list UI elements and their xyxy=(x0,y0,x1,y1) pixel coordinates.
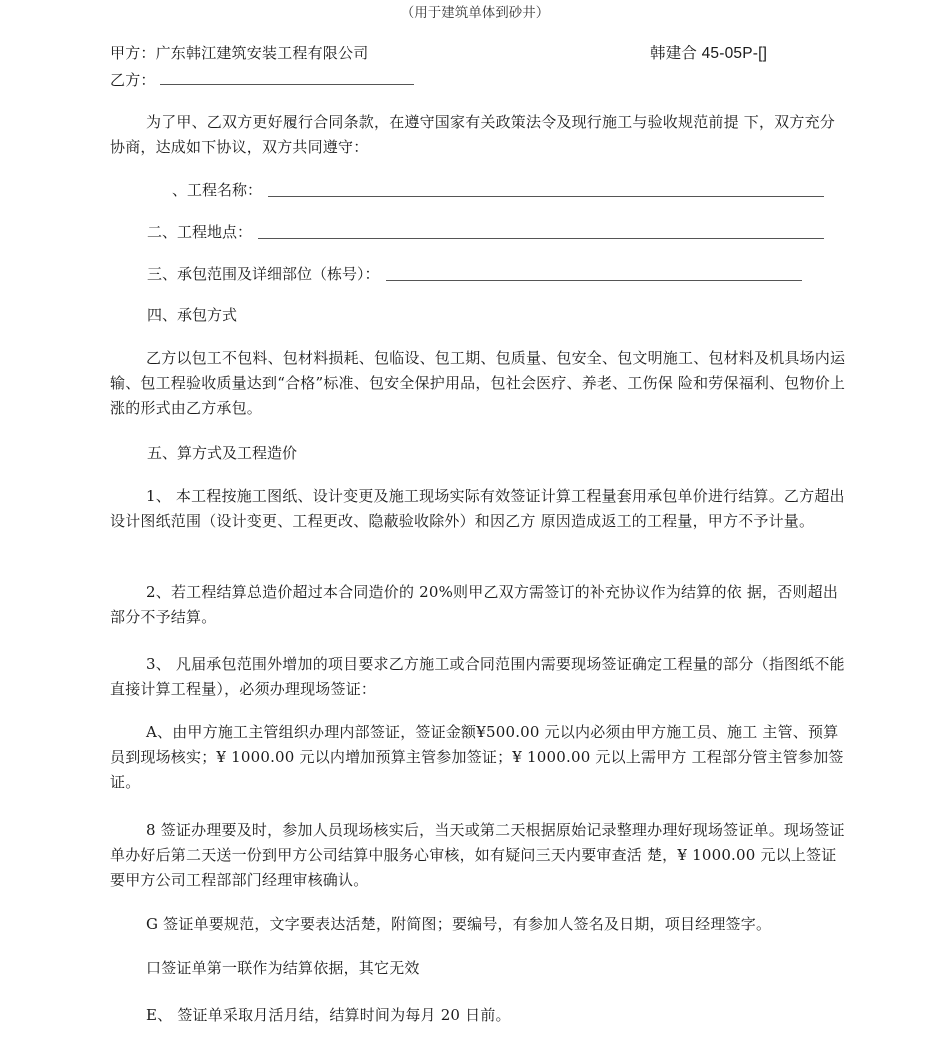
contract-number: 韩建合 45-05P-[] xyxy=(650,45,768,62)
document-subtitle: （用于建筑单体到砂井） xyxy=(400,5,550,21)
section-5-item-a xyxy=(110,720,850,795)
intro-text: 为了甲、乙双方更好履行合同条款，在遵守国家有关政策法令及现行施工与验收规范前提 下，双方充分协商，达成如下协议，双方共同遵守： xyxy=(110,113,835,156)
party-b-label: 乙方： xyxy=(110,71,156,89)
scope-label: 三、承包范围及详细部位（栋号）： xyxy=(147,265,380,283)
section-4-text: 乙方以包工不包料、包材料损耗、包临设、包工期、包质量、包安全、包文明施工、包材料及机具场内运输、包工程验收质量达到“合格”标准、包安全保护用品，包社会医疗、养老、工伤保 险和劳保福利、包物价上涨的形式由乙方承包。 xyxy=(110,349,846,417)
section-5-item-g xyxy=(110,912,850,937)
party-b-line xyxy=(110,69,414,90)
section-4-body xyxy=(110,346,850,421)
item-2-text: 2、若工程结算总造价超过本合同造价的 20%则甲乙双方需签订的补充协议作为结算的依 据，否则超出部分不予结算。 xyxy=(110,583,839,626)
item-8-text: 8 签证办理要及时，参加人员现场核实后，当天或第二天根据原始记录整理办理好现场签证单。现场签证单办好后第二天送一份到甲方公司结算中服务心审核，如有疑问三天内要审查活 楚，¥ 1000.00 元以上签证要甲方公司工程部部门经理审核确认。 xyxy=(110,821,845,889)
section-4-heading: 四、承包方式 xyxy=(147,306,238,324)
party-b-blank xyxy=(160,83,414,85)
section-5-item-8 xyxy=(110,818,850,893)
section-5-item-1 xyxy=(110,484,850,534)
scope-row xyxy=(147,263,802,284)
item-box-text: 口签证单第一联作为结算依据，其它无效 xyxy=(146,959,420,977)
item-3-text: 3、 凡届承包范围外增加的项目要求乙方施工或合同范围内需要现场签证确定工程量的部分（指图纸不能直接计算工程量），必须办理现场签证： xyxy=(110,655,845,698)
project-location-label: 二、工程地点： xyxy=(147,223,253,241)
party-a-label: 甲方：广东韩江建筑安装工程有限公司 xyxy=(110,44,369,62)
item-1-text: 1、 本工程按施工图纸、设计变更及施工现场实际有效签证计算工程量套用承包单价进行结算。乙方超出设计图纸范围（设计变更、工程更改、隐蔽验收除外）和因乙方 原因造成返工的工程量，甲方不予计量。 xyxy=(110,487,845,530)
project-location-row xyxy=(147,221,824,242)
intro-paragraph xyxy=(110,110,850,160)
item-g-text: G 签证单要规范，文字要表达活楚，附简图；要编号，有参加人签名及日期，项目经理签字。 xyxy=(146,915,772,933)
section-5-item-2 xyxy=(110,580,850,630)
section-5-item-3 xyxy=(110,652,850,702)
item-a-text: A、由甲方施工主管组织办理内部签证，签证金额¥500.00 元以内必须由甲方施工员、施工 主管、预算员到现场核实；¥ 1000.00 元以内增加预算主管参加签证；¥ 1000.00 元以上需甲方 工程部分管主管参加签证。 xyxy=(110,723,844,791)
party-a-line xyxy=(110,42,368,63)
project-location-blank xyxy=(258,238,824,239)
project-name-blank xyxy=(268,196,824,197)
scope-blank xyxy=(386,280,802,281)
project-name-label: 、工程名称： xyxy=(172,181,263,199)
section-5-heading: 五、算方式及工程造价 xyxy=(147,444,298,462)
project-name-row xyxy=(172,179,824,200)
item-e-text: E、 签证单采取月活月结，结算时间为每月 20 日前。 xyxy=(146,1006,511,1024)
section-5-item-box xyxy=(110,956,850,981)
section-5-item-e xyxy=(110,1003,850,1028)
